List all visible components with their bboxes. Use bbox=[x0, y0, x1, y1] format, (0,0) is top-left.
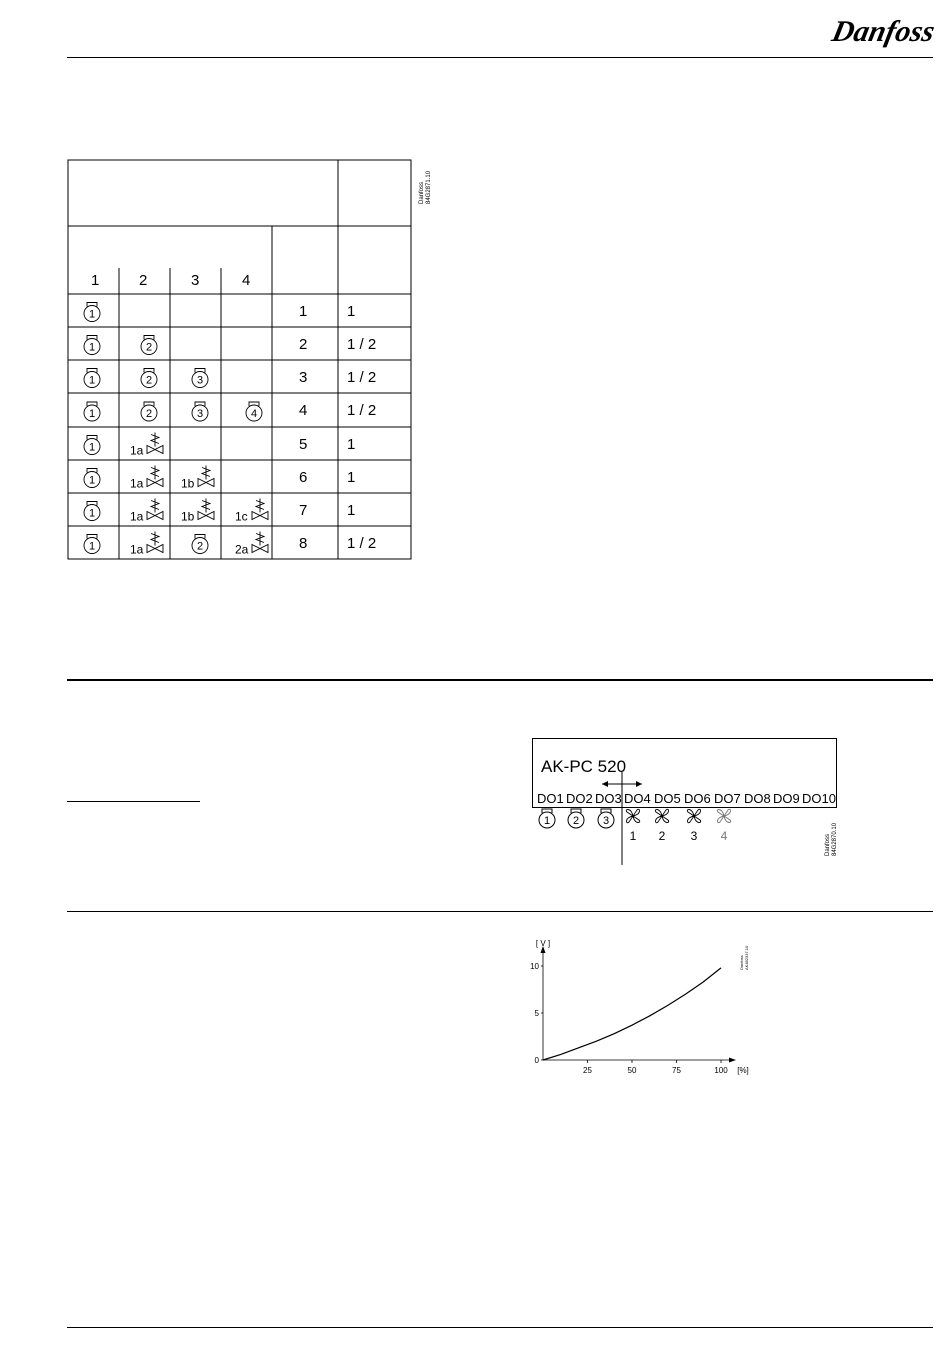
column-header-3: 3 bbox=[191, 272, 200, 289]
y-tick-label: 10 bbox=[530, 962, 539, 971]
svg-text:2: 2 bbox=[196, 540, 204, 553]
row-number: 2 bbox=[299, 335, 308, 353]
danfoss-logo-text: Danfoss bbox=[829, 14, 938, 48]
y-tick-label: 5 bbox=[534, 1009, 539, 1018]
output-label-do5: DO5 bbox=[654, 791, 681, 806]
table-ref-line-1: Danfoss bbox=[419, 181, 425, 204]
svg-text:2a: 2a bbox=[235, 542, 249, 557]
controller-title: AK-PC 520 bbox=[541, 757, 627, 776]
diagram-ref-line-1: Danfoss bbox=[825, 833, 831, 856]
svg-text:3: 3 bbox=[690, 829, 698, 843]
svg-text:1: 1 bbox=[88, 374, 96, 387]
row-value: 1 bbox=[347, 302, 356, 320]
svg-text:1: 1 bbox=[88, 441, 96, 454]
series-line bbox=[543, 968, 721, 1060]
chart-axes bbox=[541, 946, 737, 1063]
svg-text:1a: 1a bbox=[130, 476, 144, 491]
row-value: 1 / 2 bbox=[347, 534, 377, 552]
column-header-2: 2 bbox=[139, 272, 148, 289]
y-tick-label: 0 bbox=[534, 1056, 539, 1065]
row-value: 1 bbox=[347, 435, 356, 453]
svg-text:2: 2 bbox=[658, 829, 666, 843]
output-label-do8: DO8 bbox=[744, 791, 771, 806]
diagram-ref-line-2: 84G2870.10 bbox=[832, 822, 838, 856]
svg-text:1b: 1b bbox=[181, 476, 195, 491]
footer-rule bbox=[67, 1327, 933, 1328]
row-number: 7 bbox=[299, 501, 308, 519]
row-number: 4 bbox=[299, 402, 308, 419]
x-tick-label: 100 bbox=[714, 1066, 728, 1075]
y-axis-label: [ V ] bbox=[535, 939, 551, 948]
row-number: 5 bbox=[299, 435, 308, 453]
svg-text:1: 1 bbox=[88, 474, 96, 487]
output-label-do9: DO9 bbox=[773, 791, 800, 806]
output-label-do4: DO4 bbox=[624, 791, 651, 806]
row-value: 1 / 2 bbox=[347, 368, 377, 386]
output-label-do7: DO7 bbox=[714, 791, 741, 806]
output-label-do1: DO1 bbox=[537, 791, 564, 806]
output-label-do6: DO6 bbox=[684, 791, 711, 806]
svg-text:2: 2 bbox=[145, 341, 153, 354]
svg-text:1: 1 bbox=[629, 829, 637, 843]
row-value: 1 / 2 bbox=[347, 335, 377, 353]
svg-text:4: 4 bbox=[250, 408, 258, 420]
chart-ref bbox=[739, 946, 749, 970]
svg-text:3: 3 bbox=[196, 374, 204, 387]
svg-text:1a: 1a bbox=[130, 443, 144, 458]
chart-ref-line-2: AK482337.10 bbox=[744, 945, 749, 970]
svg-text:1: 1 bbox=[88, 408, 96, 420]
output-label-do10: DO10 bbox=[802, 791, 836, 806]
svg-text:1a: 1a bbox=[130, 509, 144, 524]
svg-text:1b: 1b bbox=[181, 509, 195, 524]
svg-text:1a: 1a bbox=[130, 542, 144, 557]
svg-text:1c: 1c bbox=[235, 509, 248, 524]
table-ref-line-2: 84G2871.10 bbox=[426, 170, 432, 204]
svg-text:3: 3 bbox=[602, 815, 610, 827]
x-tick-label: 75 bbox=[672, 1066, 681, 1075]
output-label-do3: DO3 bbox=[595, 791, 622, 806]
row-value: 1 bbox=[347, 468, 356, 486]
x-axis-label: [%] bbox=[737, 1066, 749, 1075]
row-value: 1 / 2 bbox=[347, 402, 377, 419]
column-header-1: 1 bbox=[91, 272, 100, 289]
x-tick-label: 50 bbox=[627, 1066, 637, 1075]
svg-text:1: 1 bbox=[88, 507, 96, 520]
x-tick-label: 25 bbox=[583, 1066, 592, 1075]
row-number: 8 bbox=[299, 534, 308, 552]
row-number: 6 bbox=[299, 468, 308, 486]
chart-ref-line-1: Danfoss bbox=[739, 955, 744, 970]
row-number: 1 bbox=[299, 302, 308, 320]
svg-text:3: 3 bbox=[196, 408, 204, 420]
svg-text:4: 4 bbox=[720, 829, 728, 843]
svg-text:2: 2 bbox=[572, 815, 580, 827]
svg-text:1: 1 bbox=[88, 540, 96, 553]
svg-text:2: 2 bbox=[145, 374, 153, 387]
row-value: 1 bbox=[347, 501, 356, 519]
svg-text:1: 1 bbox=[88, 308, 96, 321]
output-label-do2: DO2 bbox=[566, 791, 593, 806]
svg-text:1: 1 bbox=[543, 815, 551, 827]
svg-text:1: 1 bbox=[88, 341, 96, 354]
row-number: 3 bbox=[299, 368, 308, 386]
column-header-4: 4 bbox=[242, 272, 251, 289]
svg-text:2: 2 bbox=[145, 408, 153, 420]
